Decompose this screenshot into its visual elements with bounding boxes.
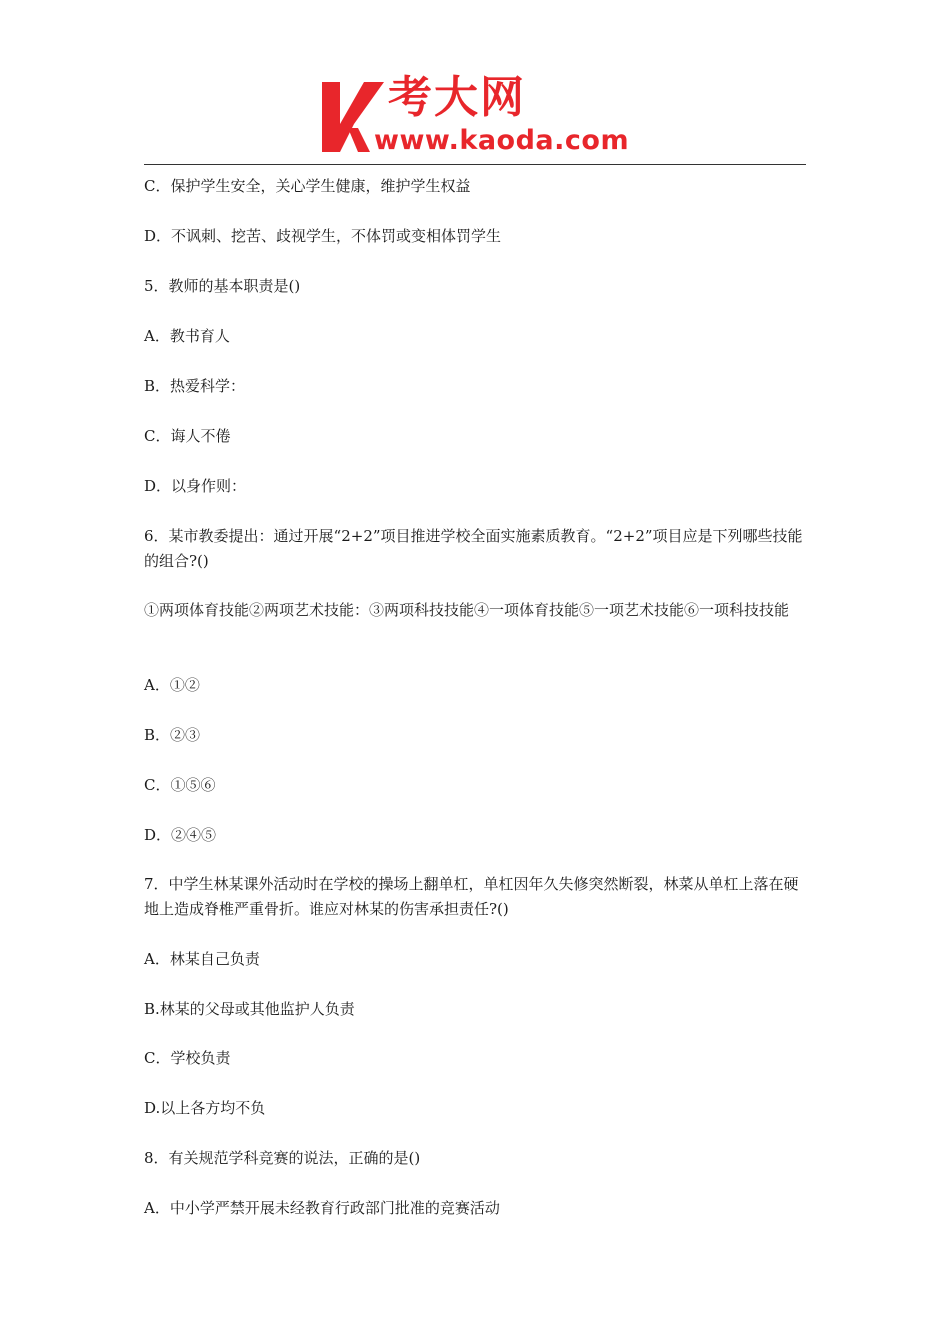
option-line: D.以上各方均不负 bbox=[144, 1099, 266, 1117]
option-line: B.林某的父母或其他监护人负责 bbox=[144, 1000, 355, 1018]
logo-chinese-text: 考大网 bbox=[388, 72, 526, 123]
option-line: D．不讽刺、挖苦、歧视学生，不体罚或变相体罚学生 bbox=[144, 227, 502, 245]
logo-url-text: www.kaoda.com bbox=[374, 125, 630, 156]
option-line: C．学校负责 bbox=[144, 1049, 231, 1067]
option-line: C．诲人不倦 bbox=[144, 427, 231, 445]
question-detail-line: ①两项体育技能②两项艺术技能：③两项科技技能④一项体育技能⑤一项艺术技能⑥一项科技技能 bbox=[144, 601, 790, 619]
kaoda-logo[interactable] bbox=[318, 72, 638, 160]
question-line: 6．某市教委提出：通过开展“2+2”项目推进学校全面实施素质教育。“2+2”项目应是下列哪些技能的组合?() bbox=[144, 527, 803, 570]
option-line: A．教书育人 bbox=[144, 327, 230, 345]
question-line: 7．中学生林某课外活动时在学校的操场上翻单杠，单杠因年久失修突然断裂，林菜从单杠上落在硬地上造成脊椎严重骨折。谁应对林某的伤害承担责任?() bbox=[144, 875, 799, 918]
header-divider bbox=[144, 164, 806, 165]
option-line: D．②④⑤ bbox=[144, 826, 217, 844]
option-line: A．林某自己负责 bbox=[144, 950, 260, 968]
option-line: B．②③ bbox=[144, 726, 201, 744]
option-line: A．①② bbox=[144, 676, 200, 694]
option-line: D．以身作则： bbox=[144, 477, 247, 495]
page-header bbox=[0, 0, 950, 170]
option-line: A．中小学严禁开展未经教育行政部门批准的竞赛活动 bbox=[144, 1199, 500, 1217]
question-line: 8．有关规范学科竞赛的说法，正确的是() bbox=[144, 1149, 421, 1167]
option-line: B．热爱科学： bbox=[144, 377, 246, 395]
option-line: C．①⑤⑥ bbox=[144, 776, 216, 794]
option-line: C．保护学生安全，关心学生健康，维护学生权益 bbox=[144, 177, 471, 195]
question-line: 5．教师的基本职责是() bbox=[144, 277, 301, 295]
